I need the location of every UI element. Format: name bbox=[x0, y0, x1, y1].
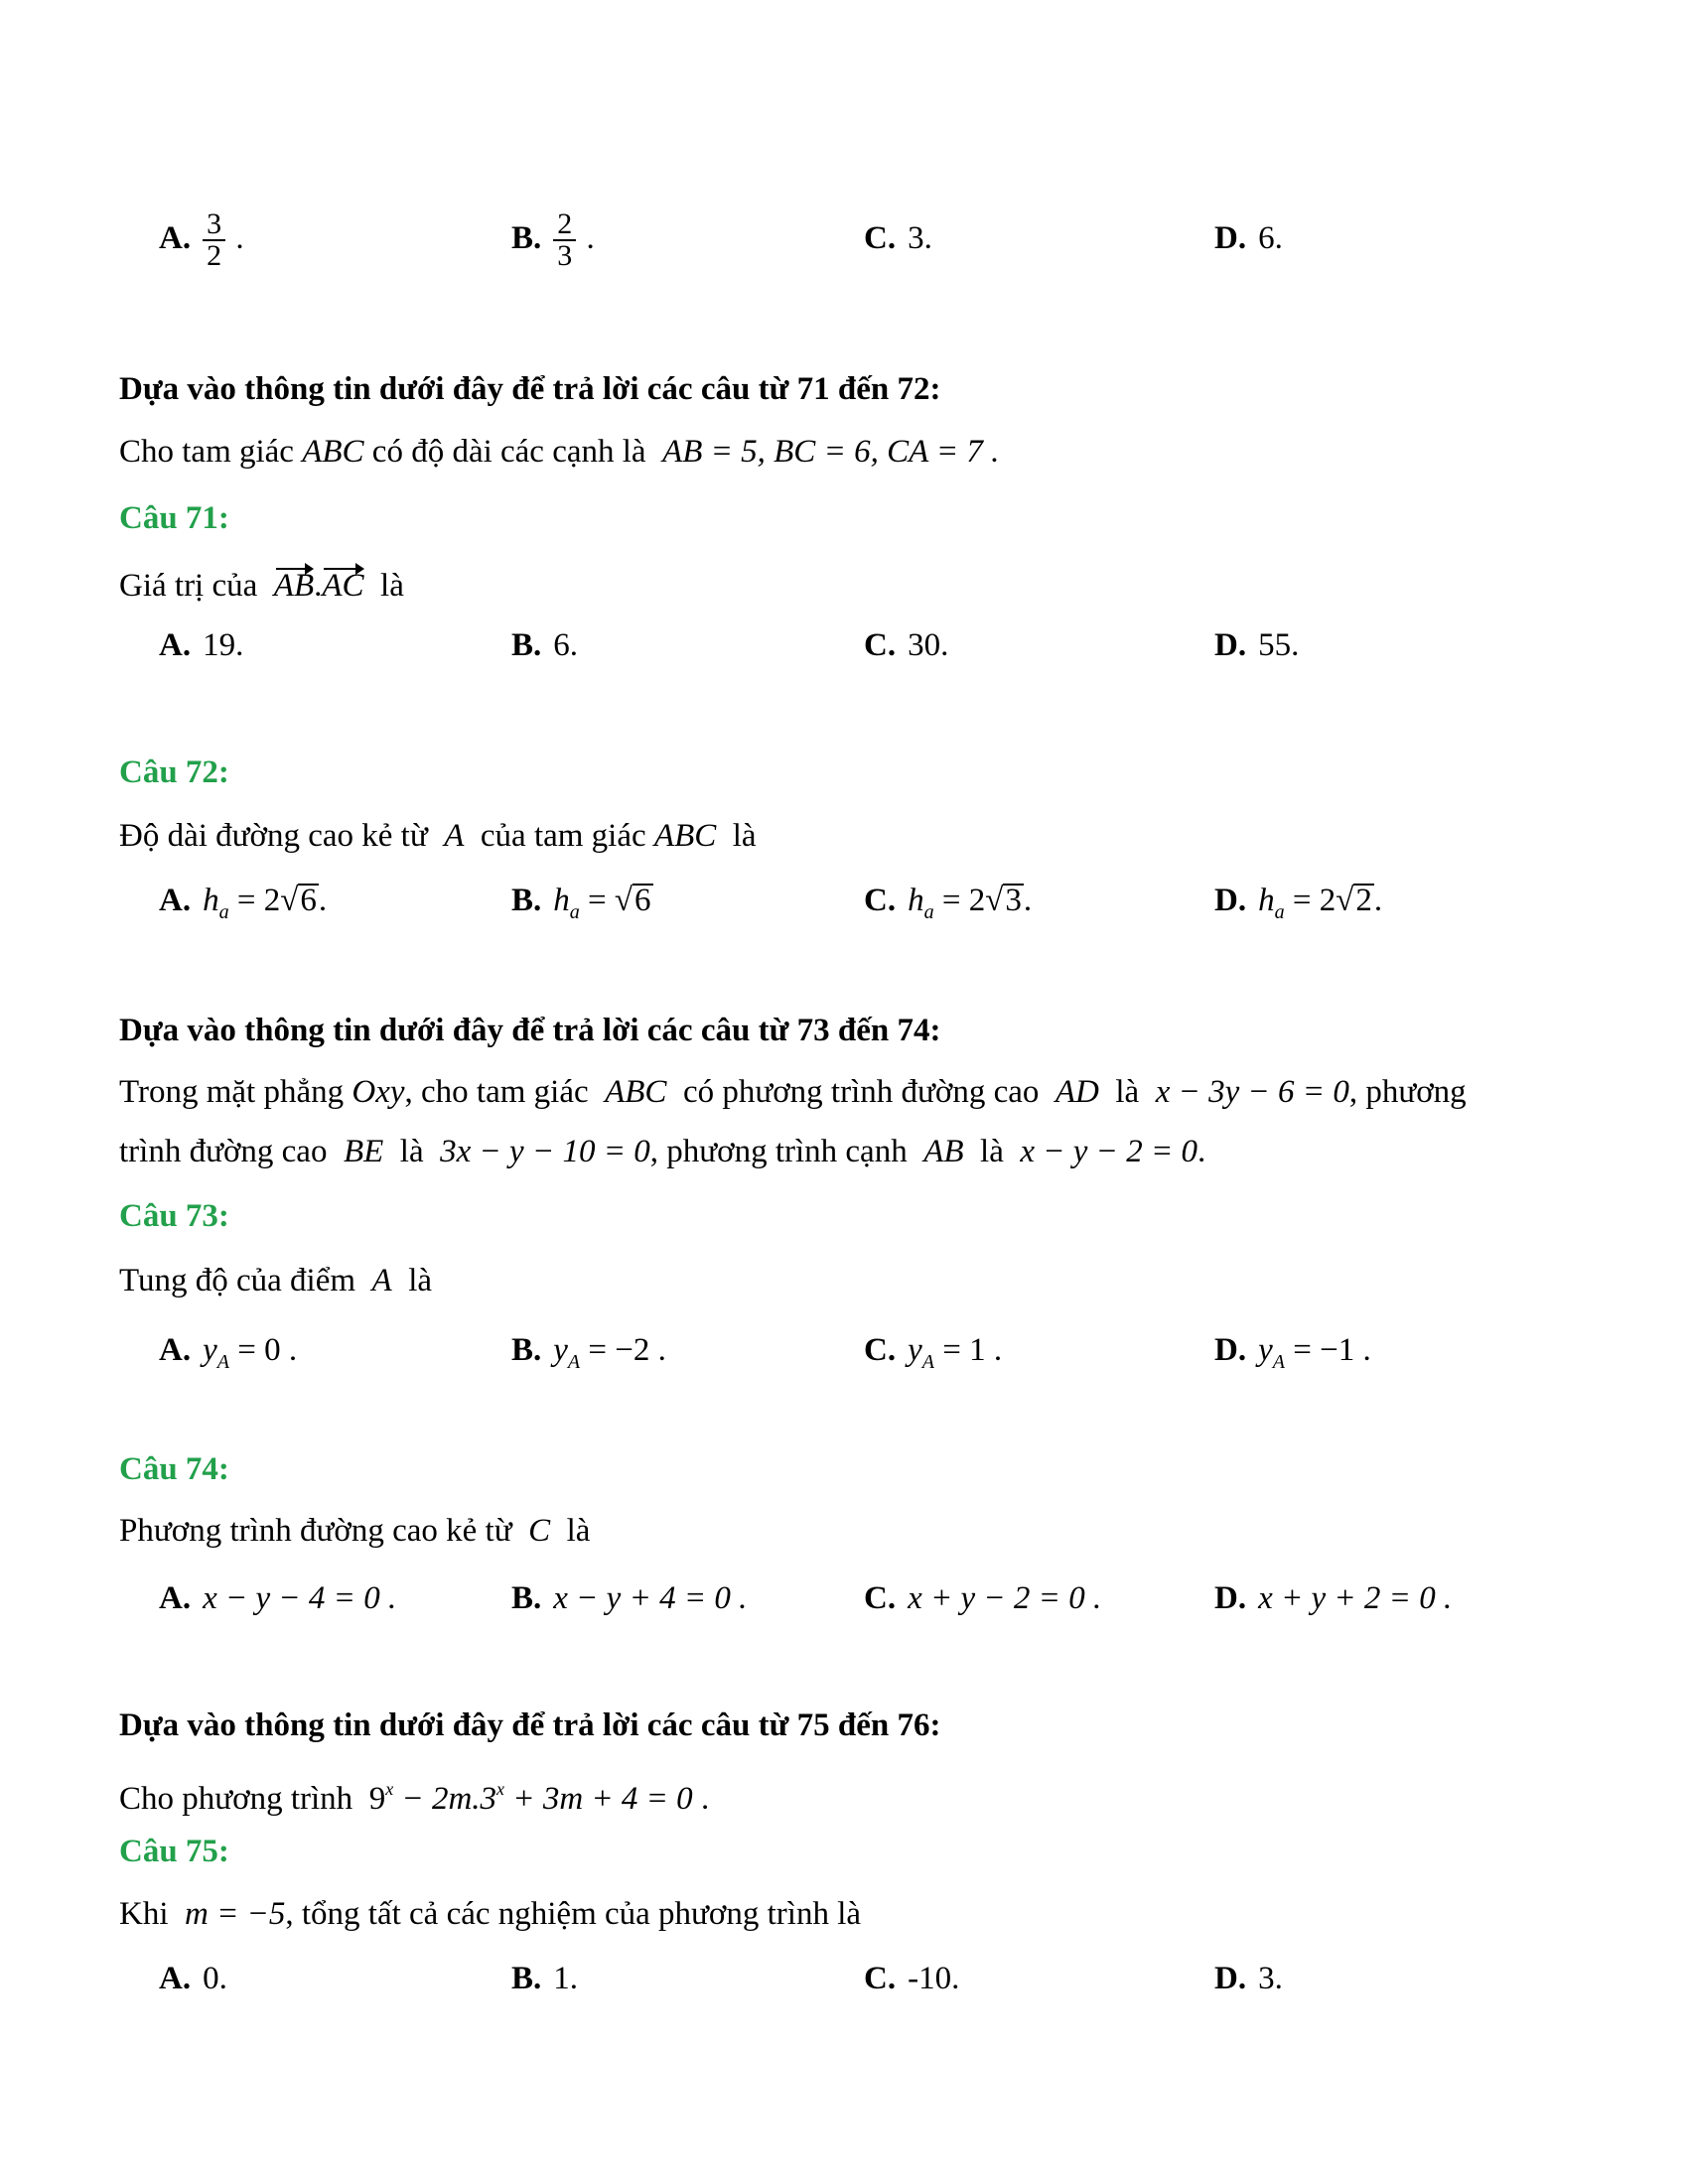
option-c: C. -10. bbox=[864, 1961, 960, 1996]
context-text: Cho phương trình $9^x - 2m.3^x + 3m + 4 = 0$ . bbox=[119, 1779, 710, 1817]
q74-options bbox=[159, 1569, 1569, 1628]
option-a: A. 19. bbox=[159, 627, 244, 663]
option-c: C. $h_a = 2√3$. bbox=[864, 883, 1033, 923]
section-heading: Dựa vào thông tin dưới đây để trả lời các câu từ 75 đến 76: bbox=[119, 1707, 941, 1743]
context-text-line2: trình đường cao BE là 3x − y − 10 = 0, phương trình cạnh AB là x − y − 2 = 0. bbox=[119, 1134, 1206, 1169]
option-b: B. $h_a = √6$ bbox=[511, 883, 651, 923]
option-a: A. $h_a = 2√6$. bbox=[159, 883, 328, 923]
fraction: $\frac{3}{2}$ bbox=[203, 209, 225, 271]
option-c: C. $y_A = 1$ . bbox=[864, 1332, 1003, 1373]
option-c: C. 3. bbox=[864, 220, 932, 256]
option-b: B. x − y + 4 = 0 . bbox=[511, 1580, 748, 1616]
question-label-74: Câu 74: bbox=[119, 1451, 229, 1487]
section-heading: Dựa vào thông tin dưới đây để trả lời các câu từ 71 đến 72: bbox=[119, 371, 941, 407]
option-a: A. $y_A = 0$ . bbox=[159, 1332, 298, 1373]
option-a: A. 0. bbox=[159, 1961, 227, 1996]
q70-options bbox=[159, 204, 1569, 273]
option-c: C. 30. bbox=[864, 627, 949, 663]
q72-options bbox=[159, 871, 1569, 930]
option-b: B. $y_A = -2$ . bbox=[511, 1332, 666, 1373]
option-b: B. $\frac{2}{3}$ . bbox=[511, 207, 595, 273]
context-text: Trong mặt phẳng Oxy, cho tam giác ABC có phương trình đường cao AD là x − 3y − 6 = 0, phương bbox=[119, 1074, 1467, 1110]
question-label-71: Câu 71: bbox=[119, 500, 229, 536]
option-a: A. $\frac{3}{2}$ . bbox=[159, 207, 244, 273]
question-label-72: Câu 72: bbox=[119, 754, 229, 790]
fraction: $\frac{2}{3}$ bbox=[553, 209, 576, 271]
option-b: B. 6. bbox=[511, 627, 579, 663]
question-stem-72: Độ dài đường cao kẻ từ A của tam giác ABC là bbox=[119, 818, 757, 854]
option-d: D. 6. bbox=[1214, 220, 1283, 256]
context-text: Cho tam giác ABC có độ dài các cạnh là AB = 5, BC = 6, CA = 7 . bbox=[119, 434, 1000, 470]
vector-ab: AB bbox=[273, 568, 315, 604]
section-heading: Dựa vào thông tin dưới đây để trả lời các câu từ 73 đến 74: bbox=[119, 1013, 941, 1048]
question-stem-71: Giá trị của AB.AC là bbox=[119, 568, 404, 604]
option-c: C. x + y − 2 = 0 . bbox=[864, 1580, 1102, 1616]
q71-options bbox=[159, 615, 1569, 675]
option-a: A. x − y − 4 = 0 . bbox=[159, 1580, 397, 1616]
question-label-75: Câu 75: bbox=[119, 1834, 229, 1869]
option-d: D. $y_A = -1$ . bbox=[1214, 1332, 1371, 1373]
option-b: B. 1. bbox=[511, 1961, 579, 1996]
vector-ac: AC bbox=[322, 568, 364, 604]
option-d: D. 3. bbox=[1214, 1961, 1283, 1996]
option-d: D. $h_a = 2√2$. bbox=[1214, 883, 1383, 923]
q75-options bbox=[159, 1949, 1569, 2008]
option-d: D. 55. bbox=[1214, 627, 1300, 663]
question-stem-73: Tung độ của điểm A là bbox=[119, 1263, 433, 1298]
question-label-73: Câu 73: bbox=[119, 1198, 229, 1234]
question-stem-74: Phương trình đường cao kẻ từ C là bbox=[119, 1513, 591, 1549]
question-stem-75: Khi m = −5, tổng tất cả các nghiệm của phương trình là bbox=[119, 1896, 862, 1932]
option-d: D. x + y + 2 = 0 . bbox=[1214, 1580, 1453, 1616]
q73-options bbox=[159, 1320, 1569, 1380]
